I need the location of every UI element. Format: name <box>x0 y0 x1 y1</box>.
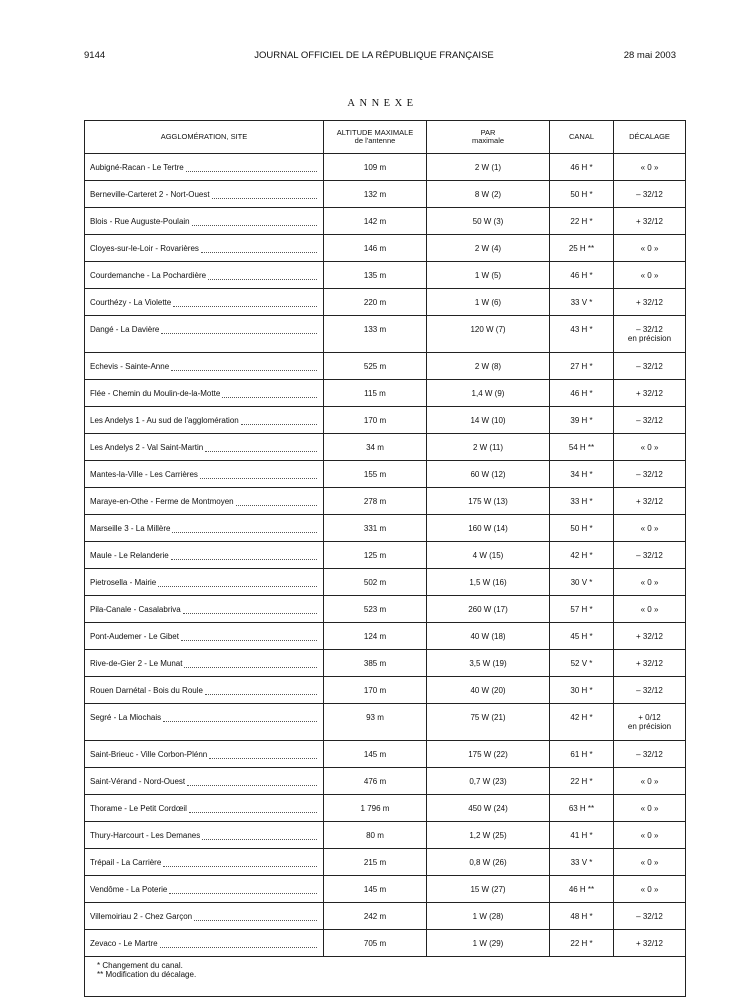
cell-par: 8 W (2) <box>427 181 550 208</box>
cell-site <box>85 316 324 353</box>
table-row <box>85 876 686 903</box>
dot-leader <box>209 751 317 759</box>
decalage-value: « 0 » <box>640 885 659 894</box>
table-row <box>85 677 686 704</box>
dot-leader <box>161 326 317 334</box>
cell-altitude: 155 m <box>324 461 427 488</box>
decalage-value: « 0 » <box>640 443 659 452</box>
table-row <box>85 849 686 876</box>
cell-canal: 25 H ** <box>550 235 614 262</box>
cell-altitude: 502 m <box>324 569 427 596</box>
cell-site <box>85 208 324 235</box>
cell-site <box>85 704 324 741</box>
cell-canal: 27 H * <box>550 353 614 380</box>
site-name: Thorame - Le Petit Cordœil <box>90 804 187 813</box>
cell-site <box>85 876 324 903</box>
cell-site <box>85 768 324 795</box>
cell-altitude: 145 m <box>324 876 427 903</box>
site-name: Rive-de-Gier 2 - Le Munat <box>90 659 183 668</box>
cell-altitude: 525 m <box>324 353 427 380</box>
cell-site <box>85 380 324 407</box>
site-name: Pila-Canale - Casalabriva <box>90 605 181 614</box>
decalage-value: + 32/12 <box>636 632 663 641</box>
cell-site <box>85 154 324 181</box>
table-row <box>85 741 686 768</box>
decalage-value: – 32/12 <box>636 686 663 695</box>
footnotes <box>85 957 686 997</box>
cell-decalage <box>614 876 686 903</box>
section-title: ANNEXE <box>347 98 418 109</box>
cell-site <box>85 623 324 650</box>
dot-leader <box>184 660 317 668</box>
site-name: Maraye-en-Othe - Ferme de Montmoyen <box>90 497 234 506</box>
decalage-note: en précision <box>627 722 672 731</box>
dot-leader <box>241 417 317 425</box>
cell-decalage <box>614 515 686 542</box>
cell-decalage <box>614 235 686 262</box>
cell-decalage <box>614 353 686 380</box>
site-name: Aubigné-Racan - Le Tertre <box>90 163 184 172</box>
table-row <box>85 903 686 930</box>
cell-canal: 30 H * <box>550 677 614 704</box>
cell-par: 2 W (8) <box>427 353 550 380</box>
decalage-value: – 32/12 <box>636 190 663 199</box>
dot-leader <box>192 218 317 226</box>
dot-leader <box>205 444 317 452</box>
header-altitude: ALTITUDE MAXIMALE de l'antenne <box>324 121 427 154</box>
table-row <box>85 515 686 542</box>
table-row <box>85 623 686 650</box>
cell-decalage <box>614 849 686 876</box>
cell-decalage <box>614 316 686 353</box>
cell-par: 14 W (10) <box>427 407 550 434</box>
table-header-row <box>85 121 686 154</box>
footnotes-row <box>85 957 686 997</box>
decalage-value: – 32/12 <box>636 325 663 334</box>
site-name: Segré - La Miochais <box>90 713 162 722</box>
cell-decalage <box>614 434 686 461</box>
cell-decalage <box>614 569 686 596</box>
cell-site <box>85 542 324 569</box>
cell-par: 2 W (1) <box>427 154 550 181</box>
cell-par: 15 W (27) <box>427 876 550 903</box>
publication-date: 28 mai 2003 <box>623 50 676 61</box>
cell-canal: 39 H * <box>550 407 614 434</box>
dot-leader <box>160 940 317 948</box>
cell-site <box>85 795 324 822</box>
cell-decalage <box>614 741 686 768</box>
table-row <box>85 542 686 569</box>
decalage-value: « 0 » <box>640 605 659 614</box>
frequency-table <box>84 120 686 997</box>
dot-leader <box>171 552 317 560</box>
dot-leader <box>205 687 317 695</box>
site-name: Vendôme - La Poterie <box>90 885 168 894</box>
cell-par: 120 W (7) <box>427 316 550 353</box>
decalage-note: en précision <box>627 334 672 343</box>
table-row <box>85 434 686 461</box>
site-name: Les Andelys 2 - Val Saint-Martin <box>90 443 204 452</box>
site-name: Villemoiriau 2 - Chez Garçon <box>90 912 193 921</box>
dot-leader <box>202 832 317 840</box>
site-name: Maule - Le Relanderie <box>90 551 169 560</box>
cell-canal: 41 H * <box>550 822 614 849</box>
site-name: Trépail - La Carrière <box>90 858 162 867</box>
decalage-value: – 32/12 <box>636 912 663 921</box>
cell-canal: 52 V * <box>550 650 614 677</box>
cell-decalage <box>614 768 686 795</box>
decalage-value: « 0 » <box>640 244 659 253</box>
cell-canal: 46 H * <box>550 380 614 407</box>
table-row <box>85 208 686 235</box>
cell-canal: 30 V * <box>550 569 614 596</box>
cell-site <box>85 822 324 849</box>
cell-altitude: 331 m <box>324 515 427 542</box>
table-row <box>85 596 686 623</box>
cell-canal: 50 H * <box>550 181 614 208</box>
decalage-value: « 0 » <box>640 578 659 587</box>
site-name: Courthézy - La Violette <box>90 298 172 307</box>
decalage-value: – 32/12 <box>636 750 663 759</box>
footnote-canal: * Changement du canal. <box>97 961 183 970</box>
cell-par: 3,5 W (19) <box>427 650 550 677</box>
decalage-value: « 0 » <box>640 163 659 172</box>
cell-decalage <box>614 154 686 181</box>
cell-altitude: 220 m <box>324 289 427 316</box>
cell-site <box>85 650 324 677</box>
cell-par: 50 W (3) <box>427 208 550 235</box>
site-name: Berneville-Carteret 2 - Nort-Ouest <box>90 190 210 199</box>
cell-decalage <box>614 407 686 434</box>
cell-canal: 48 H * <box>550 903 614 930</box>
cell-canal: 61 H * <box>550 741 614 768</box>
decalage-value: – 32/12 <box>636 416 663 425</box>
table-row <box>85 181 686 208</box>
table-row <box>85 768 686 795</box>
cell-altitude: 145 m <box>324 741 427 768</box>
cell-altitude: 385 m <box>324 650 427 677</box>
table-row <box>85 353 686 380</box>
table-row <box>85 822 686 849</box>
decalage-value: + 32/12 <box>636 659 663 668</box>
cell-decalage <box>614 677 686 704</box>
cell-decalage <box>614 930 686 957</box>
dot-leader <box>187 778 317 786</box>
cell-par: 1 W (6) <box>427 289 550 316</box>
site-name: Rouen Darnétal - Bois du Roule <box>90 686 203 695</box>
cell-decalage <box>614 181 686 208</box>
cell-site <box>85 289 324 316</box>
table-row <box>85 650 686 677</box>
cell-site <box>85 434 324 461</box>
cell-altitude: 80 m <box>324 822 427 849</box>
cell-altitude: 125 m <box>324 542 427 569</box>
dot-leader <box>169 886 317 894</box>
cell-canal: 43 H * <box>550 316 614 353</box>
cell-canal: 22 H * <box>550 768 614 795</box>
decalage-value: « 0 » <box>640 524 659 533</box>
cell-decalage <box>614 542 686 569</box>
cell-canal: 33 V * <box>550 849 614 876</box>
dot-leader <box>212 191 317 199</box>
cell-altitude: 705 m <box>324 930 427 957</box>
cell-par: 1,4 W (9) <box>427 380 550 407</box>
dot-leader <box>163 859 317 867</box>
cell-decalage <box>614 822 686 849</box>
decalage-value: + 32/12 <box>636 217 663 226</box>
dot-leader <box>158 579 317 587</box>
cell-site <box>85 741 324 768</box>
site-name: Pont-Audemer - Le Gibet <box>90 632 179 641</box>
table-row <box>85 569 686 596</box>
dot-leader <box>181 633 317 641</box>
cell-par: 160 W (14) <box>427 515 550 542</box>
header-canal: CANAL <box>550 121 614 154</box>
cell-par: 4 W (15) <box>427 542 550 569</box>
cell-decalage <box>614 488 686 515</box>
cell-altitude: 1 796 m <box>324 795 427 822</box>
cell-decalage <box>614 903 686 930</box>
decalage-value: + 32/12 <box>636 939 663 948</box>
cell-canal: 46 H * <box>550 154 614 181</box>
decalage-value: + 32/12 <box>636 298 663 307</box>
decalage-value: « 0 » <box>640 777 659 786</box>
site-name: Dangé - La Davière <box>90 325 160 334</box>
cell-altitude: 115 m <box>324 380 427 407</box>
dot-leader <box>222 390 317 398</box>
cell-site <box>85 849 324 876</box>
table-row <box>85 461 686 488</box>
cell-decalage <box>614 289 686 316</box>
cell-site <box>85 488 324 515</box>
cell-altitude: 476 m <box>324 768 427 795</box>
cell-altitude: 132 m <box>324 181 427 208</box>
cell-altitude: 215 m <box>324 849 427 876</box>
site-name: Echevis - Sainte-Anne <box>90 362 170 371</box>
table-row <box>85 488 686 515</box>
dot-leader <box>201 245 317 253</box>
header-par: PAR maximale <box>427 121 550 154</box>
dot-leader <box>183 606 317 614</box>
dot-leader <box>189 805 317 813</box>
cell-site <box>85 903 324 930</box>
cell-decalage <box>614 380 686 407</box>
table-row <box>85 154 686 181</box>
dot-leader <box>236 498 317 506</box>
cell-altitude: 93 m <box>324 704 427 741</box>
page-number: 9144 <box>84 50 106 61</box>
decalage-value: – 32/12 <box>636 551 663 560</box>
site-name: Zevaco - Le Martre <box>90 939 158 948</box>
dot-leader <box>172 525 317 533</box>
cell-site <box>85 262 324 289</box>
journal-title: JOURNAL OFFICIEL DE LA RÉPUBLIQUE FRANÇAISE <box>254 50 494 61</box>
cell-decalage <box>614 704 686 741</box>
cell-decalage <box>614 262 686 289</box>
dot-leader <box>200 471 317 479</box>
cell-canal: 46 H ** <box>550 876 614 903</box>
decalage-value: – 32/12 <box>636 470 663 479</box>
cell-par: 2 W (11) <box>427 434 550 461</box>
cell-par: 175 W (13) <box>427 488 550 515</box>
table-row <box>85 380 686 407</box>
dot-leader <box>171 363 317 371</box>
decalage-value: – 32/12 <box>636 362 663 371</box>
cell-par: 1,2 W (25) <box>427 822 550 849</box>
cell-canal: 42 H * <box>550 542 614 569</box>
cell-par: 0,8 W (26) <box>427 849 550 876</box>
decalage-value: « 0 » <box>640 271 659 280</box>
cell-site <box>85 515 324 542</box>
cell-site <box>85 930 324 957</box>
cell-site <box>85 235 324 262</box>
cell-altitude: 170 m <box>324 407 427 434</box>
cell-canal: 54 H ** <box>550 434 614 461</box>
cell-site <box>85 569 324 596</box>
site-name: Saint-Brieuc - Ville Corbon-Plénn <box>90 750 208 759</box>
cell-altitude: 135 m <box>324 262 427 289</box>
cell-par: 40 W (18) <box>427 623 550 650</box>
cell-decalage <box>614 650 686 677</box>
cell-altitude: 146 m <box>324 235 427 262</box>
cell-par: 40 W (20) <box>427 677 550 704</box>
cell-altitude: 109 m <box>324 154 427 181</box>
cell-canal: 45 H * <box>550 623 614 650</box>
table-row <box>85 289 686 316</box>
cell-altitude: 523 m <box>324 596 427 623</box>
site-name: Pietrosella - Mairie <box>90 578 157 587</box>
cell-altitude: 170 m <box>324 677 427 704</box>
cell-site <box>85 181 324 208</box>
table-row <box>85 316 686 353</box>
dot-leader <box>208 272 317 280</box>
decalage-value: + 32/12 <box>636 497 663 506</box>
cell-par: 60 W (12) <box>427 461 550 488</box>
cell-canal: 57 H * <box>550 596 614 623</box>
cell-site <box>85 596 324 623</box>
cell-par: 260 W (17) <box>427 596 550 623</box>
site-name: Les Andelys 1 - Au sud de l'agglomération <box>90 416 239 425</box>
cell-par: 1 W (29) <box>427 930 550 957</box>
cell-altitude: 242 m <box>324 903 427 930</box>
cell-canal: 22 H * <box>550 208 614 235</box>
table-row <box>85 930 686 957</box>
header-decalage: DÉCALAGE <box>614 121 686 154</box>
site-name: Marseille 3 - La Millère <box>90 524 171 533</box>
site-name: Courdemanche - La Pochardière <box>90 271 207 280</box>
site-name: Thury-Harcourt - Les Demanes <box>90 831 201 840</box>
cell-decalage <box>614 208 686 235</box>
cell-par: 2 W (4) <box>427 235 550 262</box>
cell-site <box>85 677 324 704</box>
footnote-decalage: ** Modification du décalage. <box>97 969 197 979</box>
cell-canal: 34 H * <box>550 461 614 488</box>
dot-leader <box>173 299 317 307</box>
cell-par: 0,7 W (23) <box>427 768 550 795</box>
cell-altitude: 142 m <box>324 208 427 235</box>
dot-leader <box>194 913 317 921</box>
site-name: Mantes-la-Ville - Les Carrières <box>90 470 198 479</box>
cell-canal: 33 H * <box>550 488 614 515</box>
cell-canal: 50 H * <box>550 515 614 542</box>
cell-decalage <box>614 795 686 822</box>
table-row <box>85 704 686 741</box>
cell-altitude: 278 m <box>324 488 427 515</box>
decalage-value: « 0 » <box>640 831 659 840</box>
dot-leader <box>186 164 317 172</box>
cell-altitude: 34 m <box>324 434 427 461</box>
decalage-value: « 0 » <box>640 858 659 867</box>
cell-altitude: 133 m <box>324 316 427 353</box>
decalage-value: + 32/12 <box>636 389 663 398</box>
cell-decalage <box>614 461 686 488</box>
decalage-value: « 0 » <box>640 804 659 813</box>
cell-par: 1 W (28) <box>427 903 550 930</box>
cell-par: 175 W (22) <box>427 741 550 768</box>
decalage-value: + 0/12 <box>638 713 661 722</box>
cell-par: 450 W (24) <box>427 795 550 822</box>
cell-decalage <box>614 596 686 623</box>
cell-canal: 22 H * <box>550 930 614 957</box>
table-row <box>85 235 686 262</box>
cell-site <box>85 353 324 380</box>
cell-site <box>85 461 324 488</box>
cell-canal: 42 H * <box>550 704 614 741</box>
cell-canal: 46 H * <box>550 262 614 289</box>
site-name: Saint-Vérand - Nord-Ouest <box>90 777 186 786</box>
cell-par: 1 W (5) <box>427 262 550 289</box>
site-name: Cloyes-sur-le-Loir - Rovarières <box>90 244 199 253</box>
header-site: AGGLOMÉRATION, SITE <box>85 121 324 154</box>
site-name: Flée - Chemin du Moulin-de-la-Motte <box>90 389 221 398</box>
cell-site <box>85 407 324 434</box>
table-row <box>85 407 686 434</box>
site-name: Blois - Rue Auguste-Poulain <box>90 217 190 226</box>
table-row <box>85 262 686 289</box>
cell-canal: 63 H ** <box>550 795 614 822</box>
cell-par: 1,5 W (16) <box>427 569 550 596</box>
cell-canal: 33 V * <box>550 289 614 316</box>
cell-decalage <box>614 623 686 650</box>
cell-altitude: 124 m <box>324 623 427 650</box>
dot-leader <box>163 714 317 722</box>
cell-par: 75 W (21) <box>427 704 550 741</box>
table-row <box>85 795 686 822</box>
